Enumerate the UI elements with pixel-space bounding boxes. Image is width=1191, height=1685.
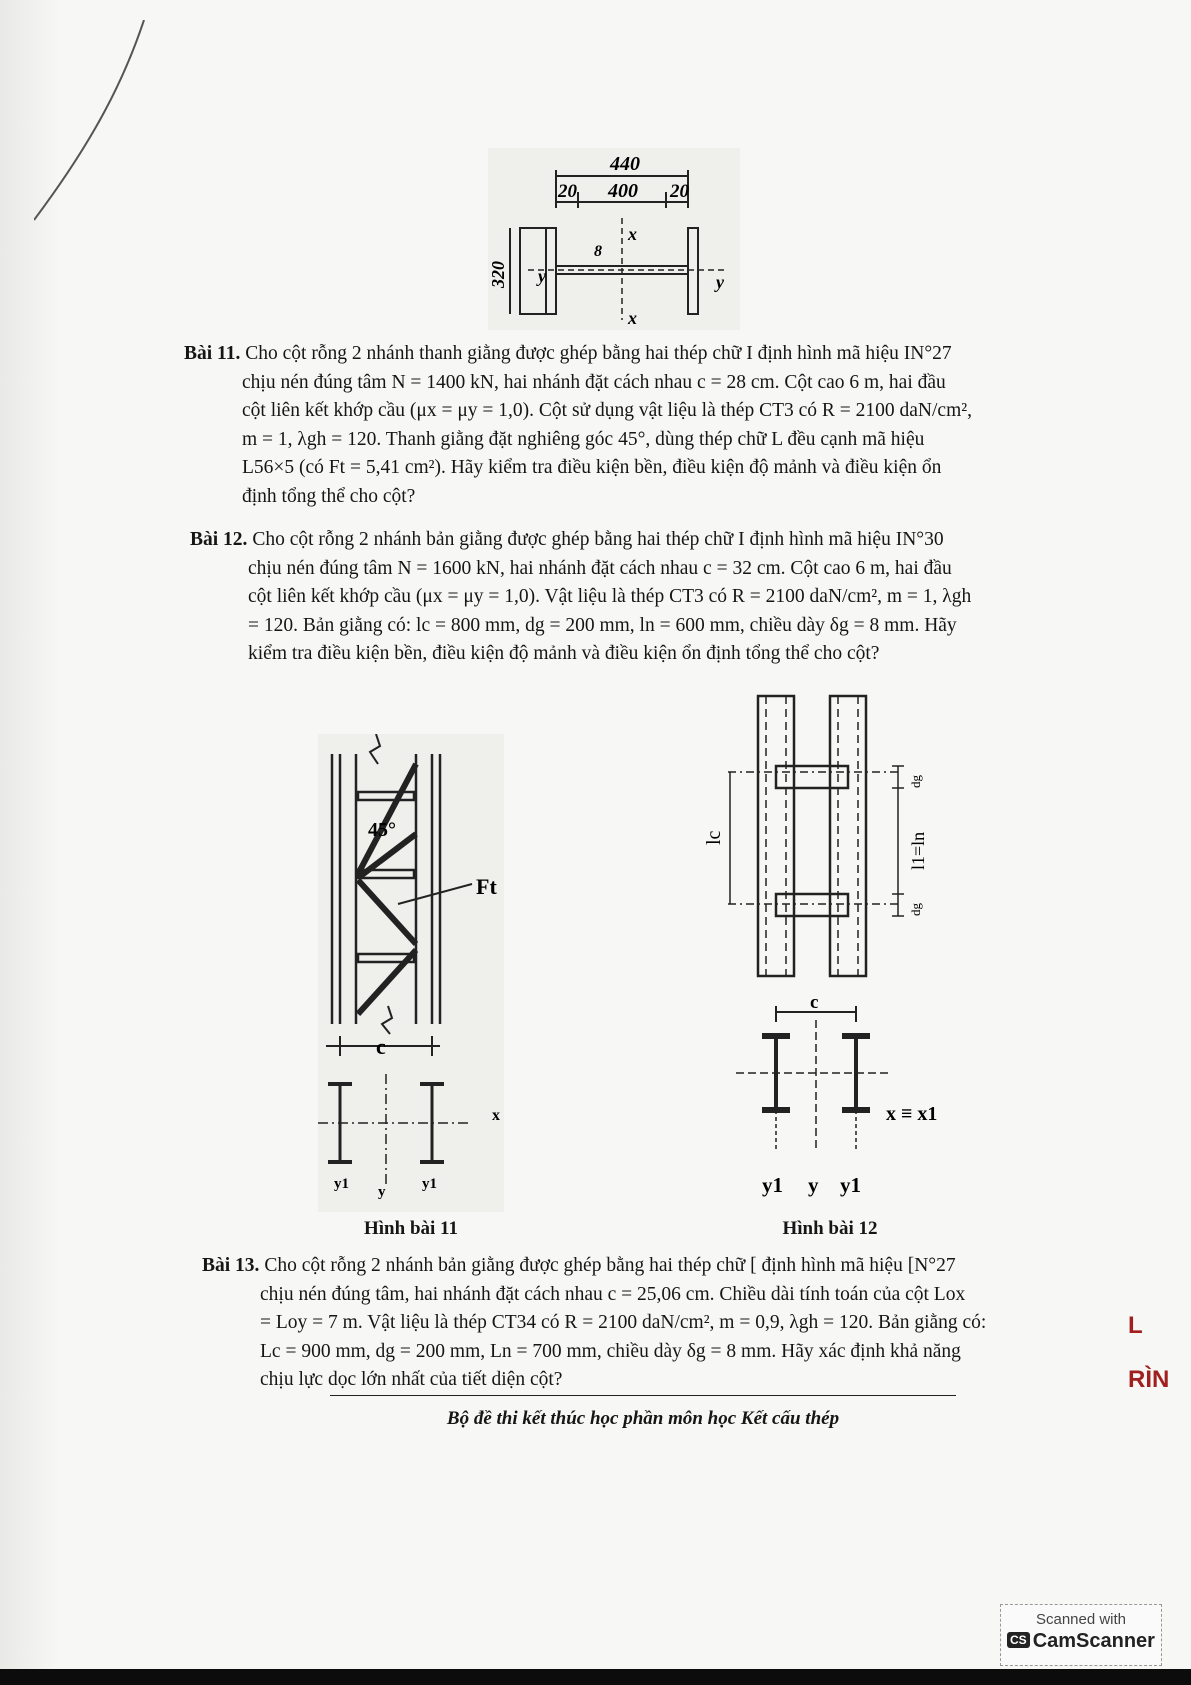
axis-y-right: y: [716, 272, 724, 292]
camscanner-watermark: [1000, 1604, 1162, 1666]
problem-12-number: Bài 12.: [190, 529, 248, 550]
axis-x-bottom: x: [628, 308, 637, 328]
problem-13-line-1: Cho cột rỗng 2 nhánh bản giằng được ghép bằng hai thép chữ [ định hình mã hiệu [N°27: [264, 1255, 956, 1276]
problem-11-line-4: m = 1, λgh = 120. Thanh giằng đặt nghiêng góc 45°, dùng thép chữ L đều cạnh mã hiệu: [242, 428, 925, 450]
fig12-label-l1ln: l1=ln: [908, 831, 928, 870]
dim-plate: 8: [594, 243, 602, 260]
dim-height: 320: [488, 261, 508, 288]
scanner-line-1: Scanned with: [1035, 1611, 1127, 1628]
problem-11-line-5: L56×5 (có Ft = 5,41 cm²). Hãy kiểm tra điều kiện bền, điều kiện độ mảnh và điều kiện ổn: [242, 457, 942, 479]
caption-fig-11: Hình bài 11: [364, 1218, 458, 1239]
fig11-axis-y1-right: y1: [422, 1176, 437, 1192]
fig12-label-dg-bottom: dg: [908, 903, 923, 916]
problem-11-line-6: định tổng thể cho cột?: [242, 485, 416, 507]
dim-left-gap: 20: [558, 181, 577, 202]
problem-12-line-1: Cho cột rỗng 2 nhánh bản giằng được ghép bằng hai thép chữ I định hình mã hiệu IN°30: [252, 529, 944, 550]
fig11-angle: 45°: [368, 819, 396, 841]
problem-13-line-4: Lc = 900 mm, dg = 200 mm, Ln = 700 mm, chiều dày δg = 8 mm. Hãy xác định khả năng: [260, 1340, 961, 1362]
problem-13-number: Bài 13.: [202, 1255, 260, 1276]
problem-12-line-4: = 120. Bản giằng có: lc = 800 mm, dg = 200 mm, ln = 600 mm, chiều dày δg = 8 mm. Hãy: [248, 614, 957, 636]
problem-12-line-2: chịu nén đúng tâm N = 1600 kN, hai nhánh đặt cách nhau c = 32 cm. Cột cao 6 m, hai đầu: [248, 557, 952, 579]
dim-middle: 400: [608, 180, 638, 202]
dim-overall: 440: [610, 153, 640, 175]
problem-11-line-1: Cho cột rỗng 2 nhánh thanh giằng được ghép bằng hai thép chữ I định hình mã hiệu IN°27: [245, 343, 952, 364]
fig12-label-dg-top: dg: [908, 775, 923, 788]
fig12-axis-y1-left: y1: [762, 1173, 783, 1197]
axis-y-left: y: [538, 266, 546, 286]
margin-mark-2: RÌN: [1128, 1366, 1170, 1393]
fig11-axis-y: y: [378, 1184, 386, 1200]
footer-text: Bộ đề thi kết thúc học phần môn học Kết cấu thép: [446, 1408, 840, 1429]
fig12-axis-y: y: [808, 1173, 819, 1197]
axis-x-top: x: [628, 224, 637, 244]
problem-11: [184, 340, 1044, 512]
fig11-axis-y1-left: y1: [334, 1176, 349, 1192]
problem-11-line-2: chịu nén đúng tâm N = 1400 kN, hai nhánh đặt cách nhau c = 28 cm. Cột cao 6 m, hai đầu: [242, 371, 946, 393]
problem-13-line-2: chịu nén đúng tâm, hai nhánh đặt cách nhau c = 25,06 cm. Chiều dài tính toán của cột Lox: [260, 1283, 966, 1305]
fig12-label-c: c: [810, 992, 819, 1013]
caption-fig-12: Hình bài 12: [782, 1218, 878, 1239]
footer-rule: [330, 1395, 956, 1396]
problem-12-line-3: cột liên kết khớp cầu (μx = μy = 1,0). Vật liệu là thép CT3 có R = 2100 daN/cm², m = 1, λgh: [248, 586, 972, 608]
fig11-label-ft: Ft: [476, 874, 497, 899]
scan-bottom-edge: [0, 1669, 1191, 1685]
figure-bai-12: [700, 690, 960, 1215]
camscanner-logo-icon: CS: [1007, 1632, 1030, 1648]
fig11-axis-x: x: [492, 1107, 500, 1124]
fig12-label-lc: lc: [703, 830, 725, 845]
problem-12-line-5: kiểm tra điều kiện bền, điều kiện độ mảnh và điều kiện ổn định tổng thể cho cột?: [248, 643, 880, 665]
fig11-label-c: c: [376, 1034, 386, 1059]
margin-mark-1: L: [1128, 1312, 1143, 1339]
problem-13: [202, 1252, 1050, 1395]
scanner-line-2: CamScanner: [1032, 1630, 1155, 1652]
page-curl-edge: [34, 20, 154, 280]
figure-top-cross-section: [488, 148, 740, 330]
problem-12: [190, 526, 1050, 669]
problem-11-line-3: cột liên kết khớp cầu (μx = μy = 1,0). Cột sử dụng vật liệu là thép CT3 có R = 2100 daN/cm²,: [242, 400, 972, 422]
fig12-axis-y1-right: y1: [840, 1173, 861, 1197]
figure-bai-11: [318, 734, 504, 1212]
problem-11-number: Bài 11.: [184, 343, 241, 364]
dim-right-gap: 20: [670, 181, 689, 202]
fig12-axis-x-x1: x ≡ x1: [886, 1103, 938, 1125]
problem-13-line-5: chịu lực dọc lớn nhất của tiết diện cột?: [260, 1369, 563, 1391]
problem-13-line-3: = Loy = 7 m. Vật liệu là thép CT34 có R = 2100 daN/cm², m = 0,9, λgh = 120. Bản giằng có:: [260, 1312, 987, 1334]
